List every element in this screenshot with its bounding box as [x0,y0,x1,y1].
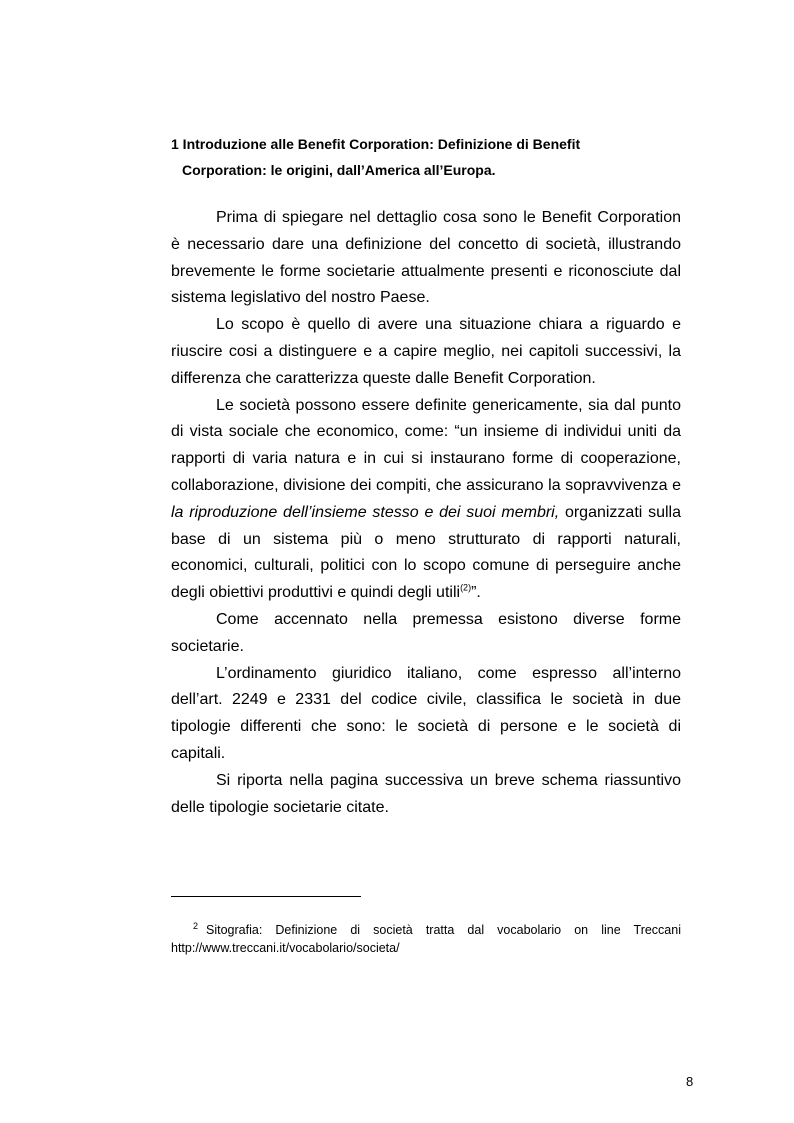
paragraph-3-italic: la riproduzione dell’insieme stesso e dei suoi membri, [171,503,560,521]
paragraph-3-part2: organizzati sulla base di un sistema più o meno strutturato di rapporti naturali, economici, culturali, politici con lo scopo comune di perseguire anche degli obiettivi produttivi e quindi degli utili [171,503,682,602]
section-heading-line2: Corporation: le origini, dall’America all’Europa. [182,162,496,178]
footnote-text: Sitografia: Definizione di società tratta dal vocabolario on line Treccani [206,923,681,937]
paragraph-6: Si riporta nella pagina successiva un breve schema riassuntivo delle tipologie societarie citate. [171,771,681,816]
section-heading-line1: 1 Introduzione alle Benefit Corporation: Definizione di Benefit [171,136,581,152]
footnote-number: 2 [193,920,199,931]
section-heading [171,131,691,183]
paragraph-1: Prima di spiegare nel dettaglio cosa sono le Benefit Corporation è necessario dare una definizione del concetto di società, illustrando brevemente le forme societarie attualmente presenti e riconosciute dal sistema legislativo del nostro Paese. [171,209,681,307]
footnote-url[interactable]: http://www.treccani.it/vocabolario/societa/ [171,941,400,955]
footnote-first-line [171,921,681,939]
footnote [171,921,681,957]
body-text [171,205,681,821]
paragraph-4: Come accennato nella premessa esistono diverse forme societarie. [171,610,681,655]
paragraph-2: Lo scopo è quello di avere una situazione chiara a riguardo e riuscire cosi a distinguere e a capire meglio, nei capitoli successivi, la differenza che caratterizza queste dalle Benefit Corporation. [171,316,681,387]
page-number: 8 [686,1074,694,1089]
paragraph-3-end: ”. [471,584,481,602]
footnote-separator [171,896,361,897]
paragraph-3-part1: Le società possono essere definite genericamente, sia dal punto di vista sociale che economico, come: “un insieme di individui uniti da rapporti di varia natura e in cui si instaurano forme di cooperazione, collaborazione, divisione dei compiti, che assicurano la sopravvivenza e [171,396,681,494]
paragraph-5: L’ordinamento giuridico italiano, come espresso all’interno dell’art. 2249 e 2331 del codice civile, classifica le società in due tipologie differenti che sono: le società di persone e le società di capitali. [171,664,681,762]
footnote-reference: (2) [460,582,472,593]
paragraph-3 [171,393,681,607]
